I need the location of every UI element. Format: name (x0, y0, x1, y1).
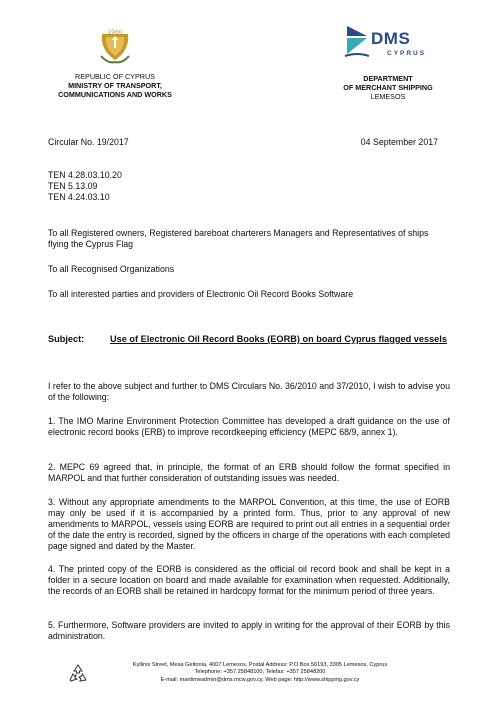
reference-3: TEN 4.24.03.10 (48, 192, 110, 202)
paragraph-4: 4. The printed copy of the EORB is considered as the official oil record book and shall be kept in a folder in a secure location on board and made available for examination when requested. Additionally, the records of an EORB shall be retained in hardcopy format for the minimum period of three years. (48, 564, 450, 596)
footer-address: Kyllinis Street, Mesa Geitonia, 4007 Lemesos, Postal Address: P.O.Box 56193, 3305 Lemesos, Cyprus (132, 662, 388, 668)
department-city: LEMESOS (370, 92, 406, 101)
footer-email-web: E-mail: maritimeadmin@dms.mcw.gov.cy, Web page: http://www.shipping.gov.cy (160, 676, 360, 683)
footer-phone: Telephone: +357 25848100, Telefax: +357 25848200 (194, 669, 326, 676)
ministry-header (40, 26, 190, 99)
addressee-ros: To all Recognised Organizations (48, 264, 175, 274)
paragraph-2: 2. MEPC 69 agreed that, in principle, the format of an ERB should follow the format specified in MARPOL and that further consideration of outstanding issues was needed. (48, 462, 450, 483)
ministry-label: MINISTRY OF TRANSPORT, (68, 81, 162, 90)
dms-logo (343, 24, 433, 68)
circular-number: Circular No. 19/2017 (48, 137, 129, 147)
intro-paragraph: I refer to the above subject and further to DMS Circulars No. 36/2010 and 37/2010, I wish to advise you of the following: (48, 381, 450, 402)
addressee-software-providers: To all interested parties and providers of Electronic Oil Record Books Software (48, 289, 354, 299)
dms-header (318, 24, 458, 101)
svg-text:1960: 1960 (107, 29, 123, 36)
cyprus-coat-of-arms-icon (98, 26, 132, 66)
dms-logo-text: DMS (371, 29, 411, 48)
department-label-2: OF MERCHANT SHIPPING (343, 83, 433, 92)
reference-1: TEN 4.28.03.10.20 (48, 170, 122, 180)
republic-label: REPUBLIC OF CYPRUS (75, 72, 155, 81)
addressee-owners: To all Registered owners, Registered bareboat charterers Managers and Representatives of ships flying the Cyprus Flag (48, 228, 429, 249)
ministry-label-2: COMMUNICATIONS AND WORKS (58, 90, 172, 99)
paragraph-1: 1. The IMO Marine Environment Protection Committee has developed a draft guidance on the use of electronic record books (ERB) to improve recordkeeping efficiency (MEPC 68/9, annex 1). (48, 416, 450, 437)
dms-sail-icon (343, 24, 371, 60)
reference-2: TEN 5.13.09 (48, 181, 98, 191)
dms-logo-sub: CYPRUS (387, 50, 427, 57)
circular-date: 04 September 2017 (360, 137, 438, 147)
department-label: DEPARTMENT (363, 74, 413, 83)
recycle-icon (66, 662, 90, 686)
subject-label: Subject: (48, 334, 85, 344)
paragraph-3: 3. Without any appropriate amendments to the MARPOL Convention, at this time, the use of EORB may only be used if it is accompanied by a printed form. Thus, prior to any approval of new amendments to MARPOL, vessels using EORB are required to print out all entries in a sequential order of the date the entry is recorded, signed by the officers in charge of the operations with each completed page signed and dated by the Master. (48, 497, 450, 551)
footer-contact (90, 662, 430, 684)
subject-text: Use of Electronic Oil Record Books (EORB) on board Cyprus flagged vessels (110, 334, 447, 344)
paragraph-5: 5. Furthermore, Software providers are invited to apply in writing for the approval of their EORB by this administration. (48, 620, 450, 641)
